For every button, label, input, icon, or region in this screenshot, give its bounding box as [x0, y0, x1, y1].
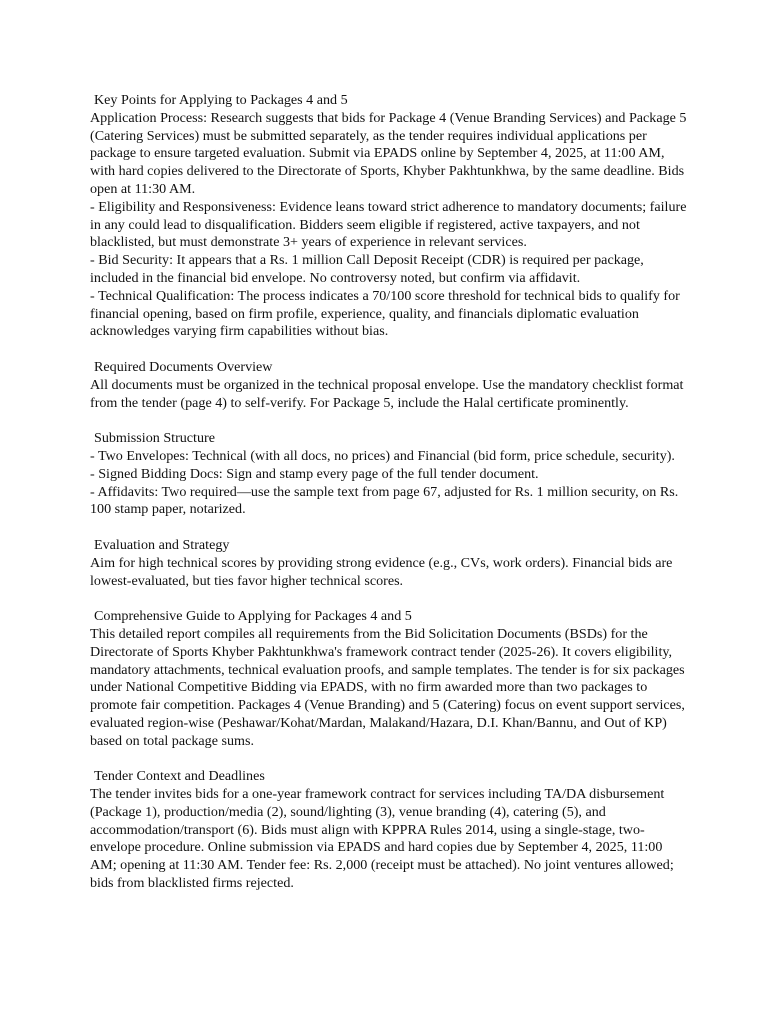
section-heading: Comprehensive Guide to Applying for Packages 4 and 5 [94, 608, 412, 625]
paragraph: - Signed Bidding Docs: Sign and stamp every page of the full tender document. [90, 465, 539, 482]
paragraph: This detailed report compiles all requirements from the Bid Solicitation Documents (BSDs) for the Directorate of Sports Khyber Pakhtunkhwa's framework contract tender (2025-26). It covers eligibility, mandatory attachments, technical evaluation proofs, and sample templates. The tender is for six packages under National Competitive Bidding via EPADS, with no firm awarded more than two packages to promote fair competition. Packages 4 (Venue Branding) and 5 (Catering) focus on event support services, evaluated region-wise (Peshawar/Kohat/Mardan, Malakand/Hazara, D.I. Khan/Bannu, and Out of KP) based on total package sums. [90, 625, 685, 749]
section-key-points [90, 92, 690, 341]
section-submission-structure [90, 430, 690, 519]
paragraph: - Eligibility and Responsiveness: Evidence leans toward strict adherence to mandatory documents; failure in any could lead to disqualification. Bidders seem eligible if registered, active taxpayers, and not blacklisted, but must demonstrate 3+ years of experience in relevant services. [90, 198, 687, 251]
paragraph: All documents must be organized in the technical proposal envelope. Use the mandatory checklist format from the tender (page 4) to self-verify. For Package 5, include the Halal certificate prominently. [90, 376, 684, 411]
paragraph: Aim for high technical scores by providing strong evidence (e.g., CVs, work orders). Financial bids are lowest-evaluated, but ties favor higher technical scores. [90, 554, 673, 589]
section-required-documents [90, 359, 690, 412]
paragraph: Application Process: Research suggests that bids for Package 4 (Venue Branding Services) and Package 5 (Catering Services) must be submitted separately, as the tender requires individual applications per package to ensure targeted evaluation. Submit via EPADS online by September 4, 2025, at 11:00 AM, with hard copies delivered to the Directorate of Sports, Khyber Pakhtunkhwa, by the same deadline. Bids open at 11:30 AM. [90, 109, 687, 197]
section-heading: Submission Structure [94, 430, 215, 447]
section-tender-context [90, 768, 690, 893]
section-evaluation-strategy [90, 537, 690, 590]
paragraph: - Affidavits: Two required—use the sample text from page 67, adjusted for Rs. 1 million security, on Rs. 100 stamp paper, notarized. [90, 483, 679, 518]
paragraph: - Two Envelopes: Technical (with all docs, no prices) and Financial (bid form, price schedule, security). [90, 447, 675, 464]
section-heading: Evaluation and Strategy [94, 536, 230, 553]
section-heading: Key Points for Applying to Packages 4 and 5 [94, 92, 348, 108]
paragraph: The tender invites bids for a one-year framework contract for services including TA/DA disbursement (Package 1), production/media (2), sound/lighting (3), venue branding (4), catering (5), and accommodation/transport (6). Bids must align with KPPRA Rules 2014, using a single-stage, two-envelope procedure. Online submission via EPADS and hard copies due by September 4, 2025, 11:00 AM; opening at 11:30 AM. Tender fee: Rs. 2,000 (receipt must be attached). No joint ventures allowed; bids from blacklisted firms rejected. [90, 786, 674, 892]
paragraph: - Bid Security: It appears that a Rs. 1 million Call Deposit Receipt (CDR) is required per package, included in the financial bid envelope. No controversy noted, but confirm via affidavit. [90, 252, 644, 286]
section-heading: Tender Context and Deadlines [94, 768, 265, 785]
document-body [90, 92, 690, 893]
section-comprehensive-guide [90, 608, 690, 750]
paragraph: - Technical Qualification: The process indicates a 70/100 score threshold for technical bids to qualify for financial opening, based on firm profile, experience, quality, and financials diplomatic evaluation acknowledges varying firm capabilities without bias. [90, 287, 680, 340]
section-heading: Required Documents Overview [94, 358, 273, 375]
